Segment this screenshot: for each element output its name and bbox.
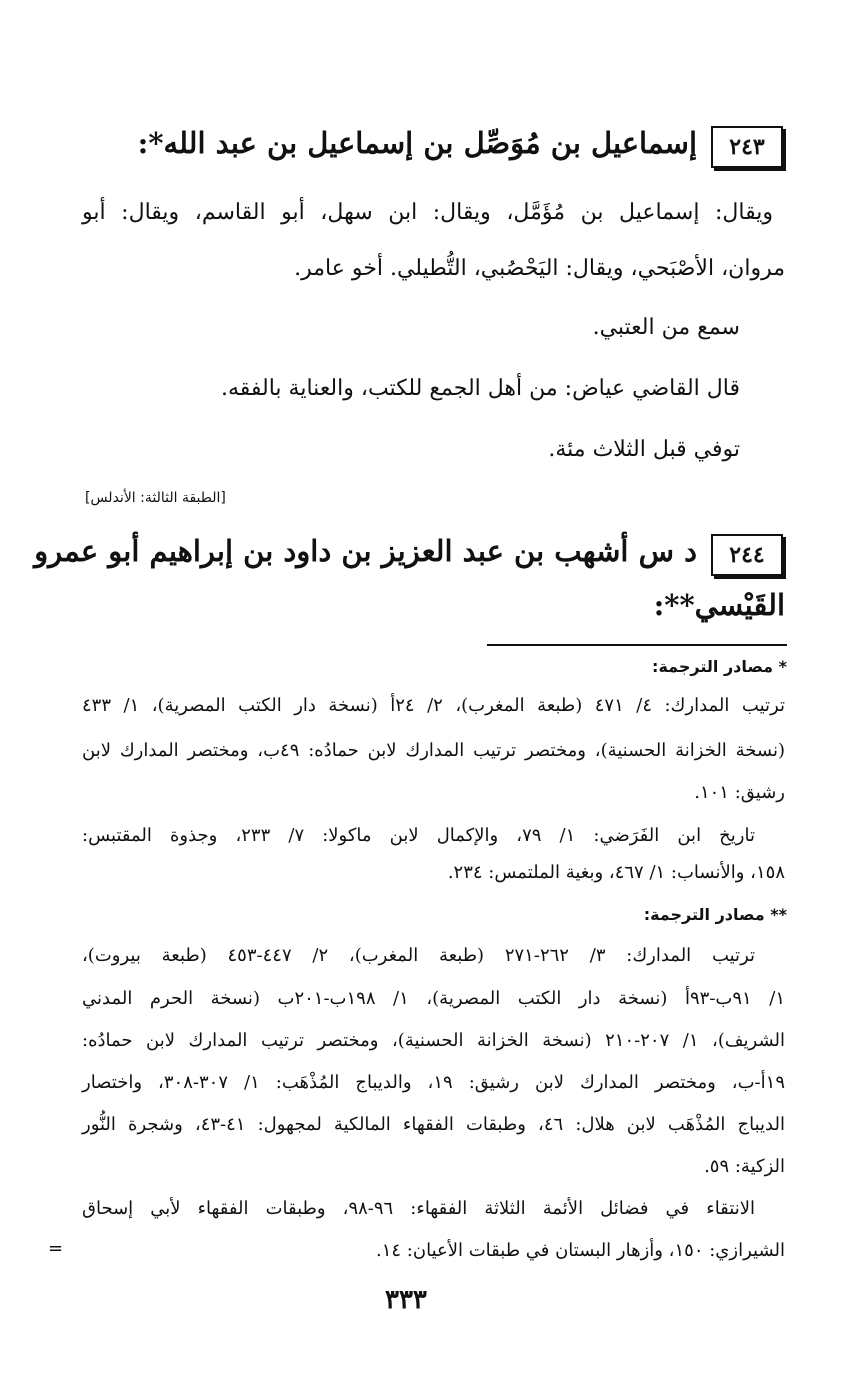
footnote-text: ١٥٨، والأنساب: ١/ ٤٦٧، وبغية الملتمس: ٢٣٤.	[447, 862, 785, 883]
page-number: ٣٣٣	[385, 1285, 427, 1315]
footnote-line	[82, 988, 785, 1009]
entry-heading	[100, 126, 697, 160]
footnote-line	[70, 782, 785, 803]
body-line	[82, 200, 773, 225]
body-line	[70, 315, 740, 340]
footnote-line	[82, 1030, 785, 1051]
footnote-line	[82, 825, 755, 846]
footnote-title-text: * مصادر الترجمة:	[652, 657, 787, 676]
entry-number-box	[711, 534, 783, 576]
footnote-title	[70, 657, 787, 676]
footnote-text: ١/ ٩١ب-٩٣أ (نسخة دار الكتب المصرية)، ١/ ١٩٨ب-٢٠١ب (نسخة الحرم المدني	[82, 988, 785, 1009]
footnote-text: (نسخة الخزانة الحسنية)، ومختصر ترتيب المدارك لابن حمادُه: ٤٩ب، ومختصر المدارك لابن	[82, 740, 785, 761]
footnote-text: الشيرازي: ١٥٠، وأزهار البستان في طبقات الأعيان: ١٤.	[376, 1240, 785, 1261]
body-text: توفي قبل الثلاث مئة.	[548, 437, 740, 462]
entry-heading-text: القَيْسي	[694, 588, 785, 622]
footnote-line	[70, 1240, 785, 1261]
entry-heading-continued	[70, 588, 785, 622]
body-line	[70, 256, 785, 281]
footnote-line	[82, 740, 785, 761]
footnote-text: ترتيب المدارك: ٣/ ٢٦٢-٢٧١ (طبعة المغرب)، ٢/ ٤٤٧-٤٥٣ (طبعة بيروت)،	[82, 945, 756, 966]
footnote-marker: **:	[653, 588, 695, 622]
body-line	[70, 376, 740, 401]
footnote-line	[82, 1198, 755, 1219]
footnote-text: الانتقاء في فضائل الأئمة الثلاثة الفقهاء: ٩٦-٩٨، وطبقات الفقهاء لأبي إسحاق	[82, 1198, 755, 1219]
entry-number: ٢٤٤	[729, 542, 765, 568]
footnote-text: تاريخ ابن الفَرَضي: ١/ ٧٩، والإكمال لابن ماكولا: ٧/ ٢٣٣، وجذوة المقتبس:	[82, 825, 755, 846]
footnote-line	[82, 1114, 785, 1135]
margin-mark: =	[48, 1238, 64, 1259]
footnote-line	[70, 862, 785, 883]
footnote-text: ترتيب المدارك: ٤/ ٤٧١ (طبعة المغرب)، ٢/ ٢٤أ (نسخة دار الكتب المصرية)، ١/ ٤٣٣	[82, 695, 785, 716]
footnote-line	[70, 1156, 785, 1177]
body-text: قال القاضي عياض: من أهل الجمع للكتب، والعناية بالفقه.	[220, 376, 740, 401]
footnote-text: رشيق: ١٠١.	[694, 782, 785, 803]
section-label: [الطبقة الثالثة: الأندلس]	[85, 490, 226, 506]
footnote-line	[82, 945, 755, 966]
footnote-line	[82, 1072, 785, 1093]
entry-heading-text: إسماعيل بن مُوَصِّل بن إسماعيل بن عبد الله	[163, 126, 697, 160]
footnote-title-text: ** مصادر الترجمة:	[643, 905, 787, 924]
body-text: ويقال: إسماعيل بن مُؤَمَّل، ويقال: ابن سهل، أبو القاسم، ويقال: أبو	[82, 200, 773, 225]
footnote-text: الزكية: ٥٩.	[704, 1156, 785, 1177]
footnote-marker: *:	[137, 126, 164, 160]
footnote-line	[82, 695, 785, 716]
footnote-divider	[487, 644, 787, 646]
entry-number: ٢٤٣	[729, 134, 765, 160]
body-text: مروان، الأصْبَحي، ويقال: اليَحْصُبي، التُّطيلي. أخو عامر.	[294, 256, 785, 281]
body-text: سمع من العتبي.	[592, 315, 740, 340]
entry-heading-text: د س أشهب بن عبد العزيز بن داود بن إبراهيم أبو عمرو	[34, 534, 697, 568]
footnote-text: الديباج المُذْهَب لابن هلال: ٤٦، وطبقات الفقهاء المالكية لمجهول: ٤١-٤٣، وشجرة النُّور	[82, 1114, 785, 1135]
footnote-text: الشريف)، ١/ ٢٠٧-٢١٠ (نسخة الخزانة الحسنية)، ومختصر ترتيب المدارك لابن حمادُه:	[82, 1030, 785, 1051]
body-line	[70, 437, 740, 462]
entry-heading	[34, 534, 697, 568]
footnote-title	[70, 905, 787, 924]
footnote-text: ١٩أ-ب، ومختصر المدارك لابن رشيق: ١٩، والديباج المُذْهَب: ١/ ٣٠٧-٣٠٨، واختصار	[82, 1072, 785, 1093]
entry-number-box	[711, 126, 783, 168]
